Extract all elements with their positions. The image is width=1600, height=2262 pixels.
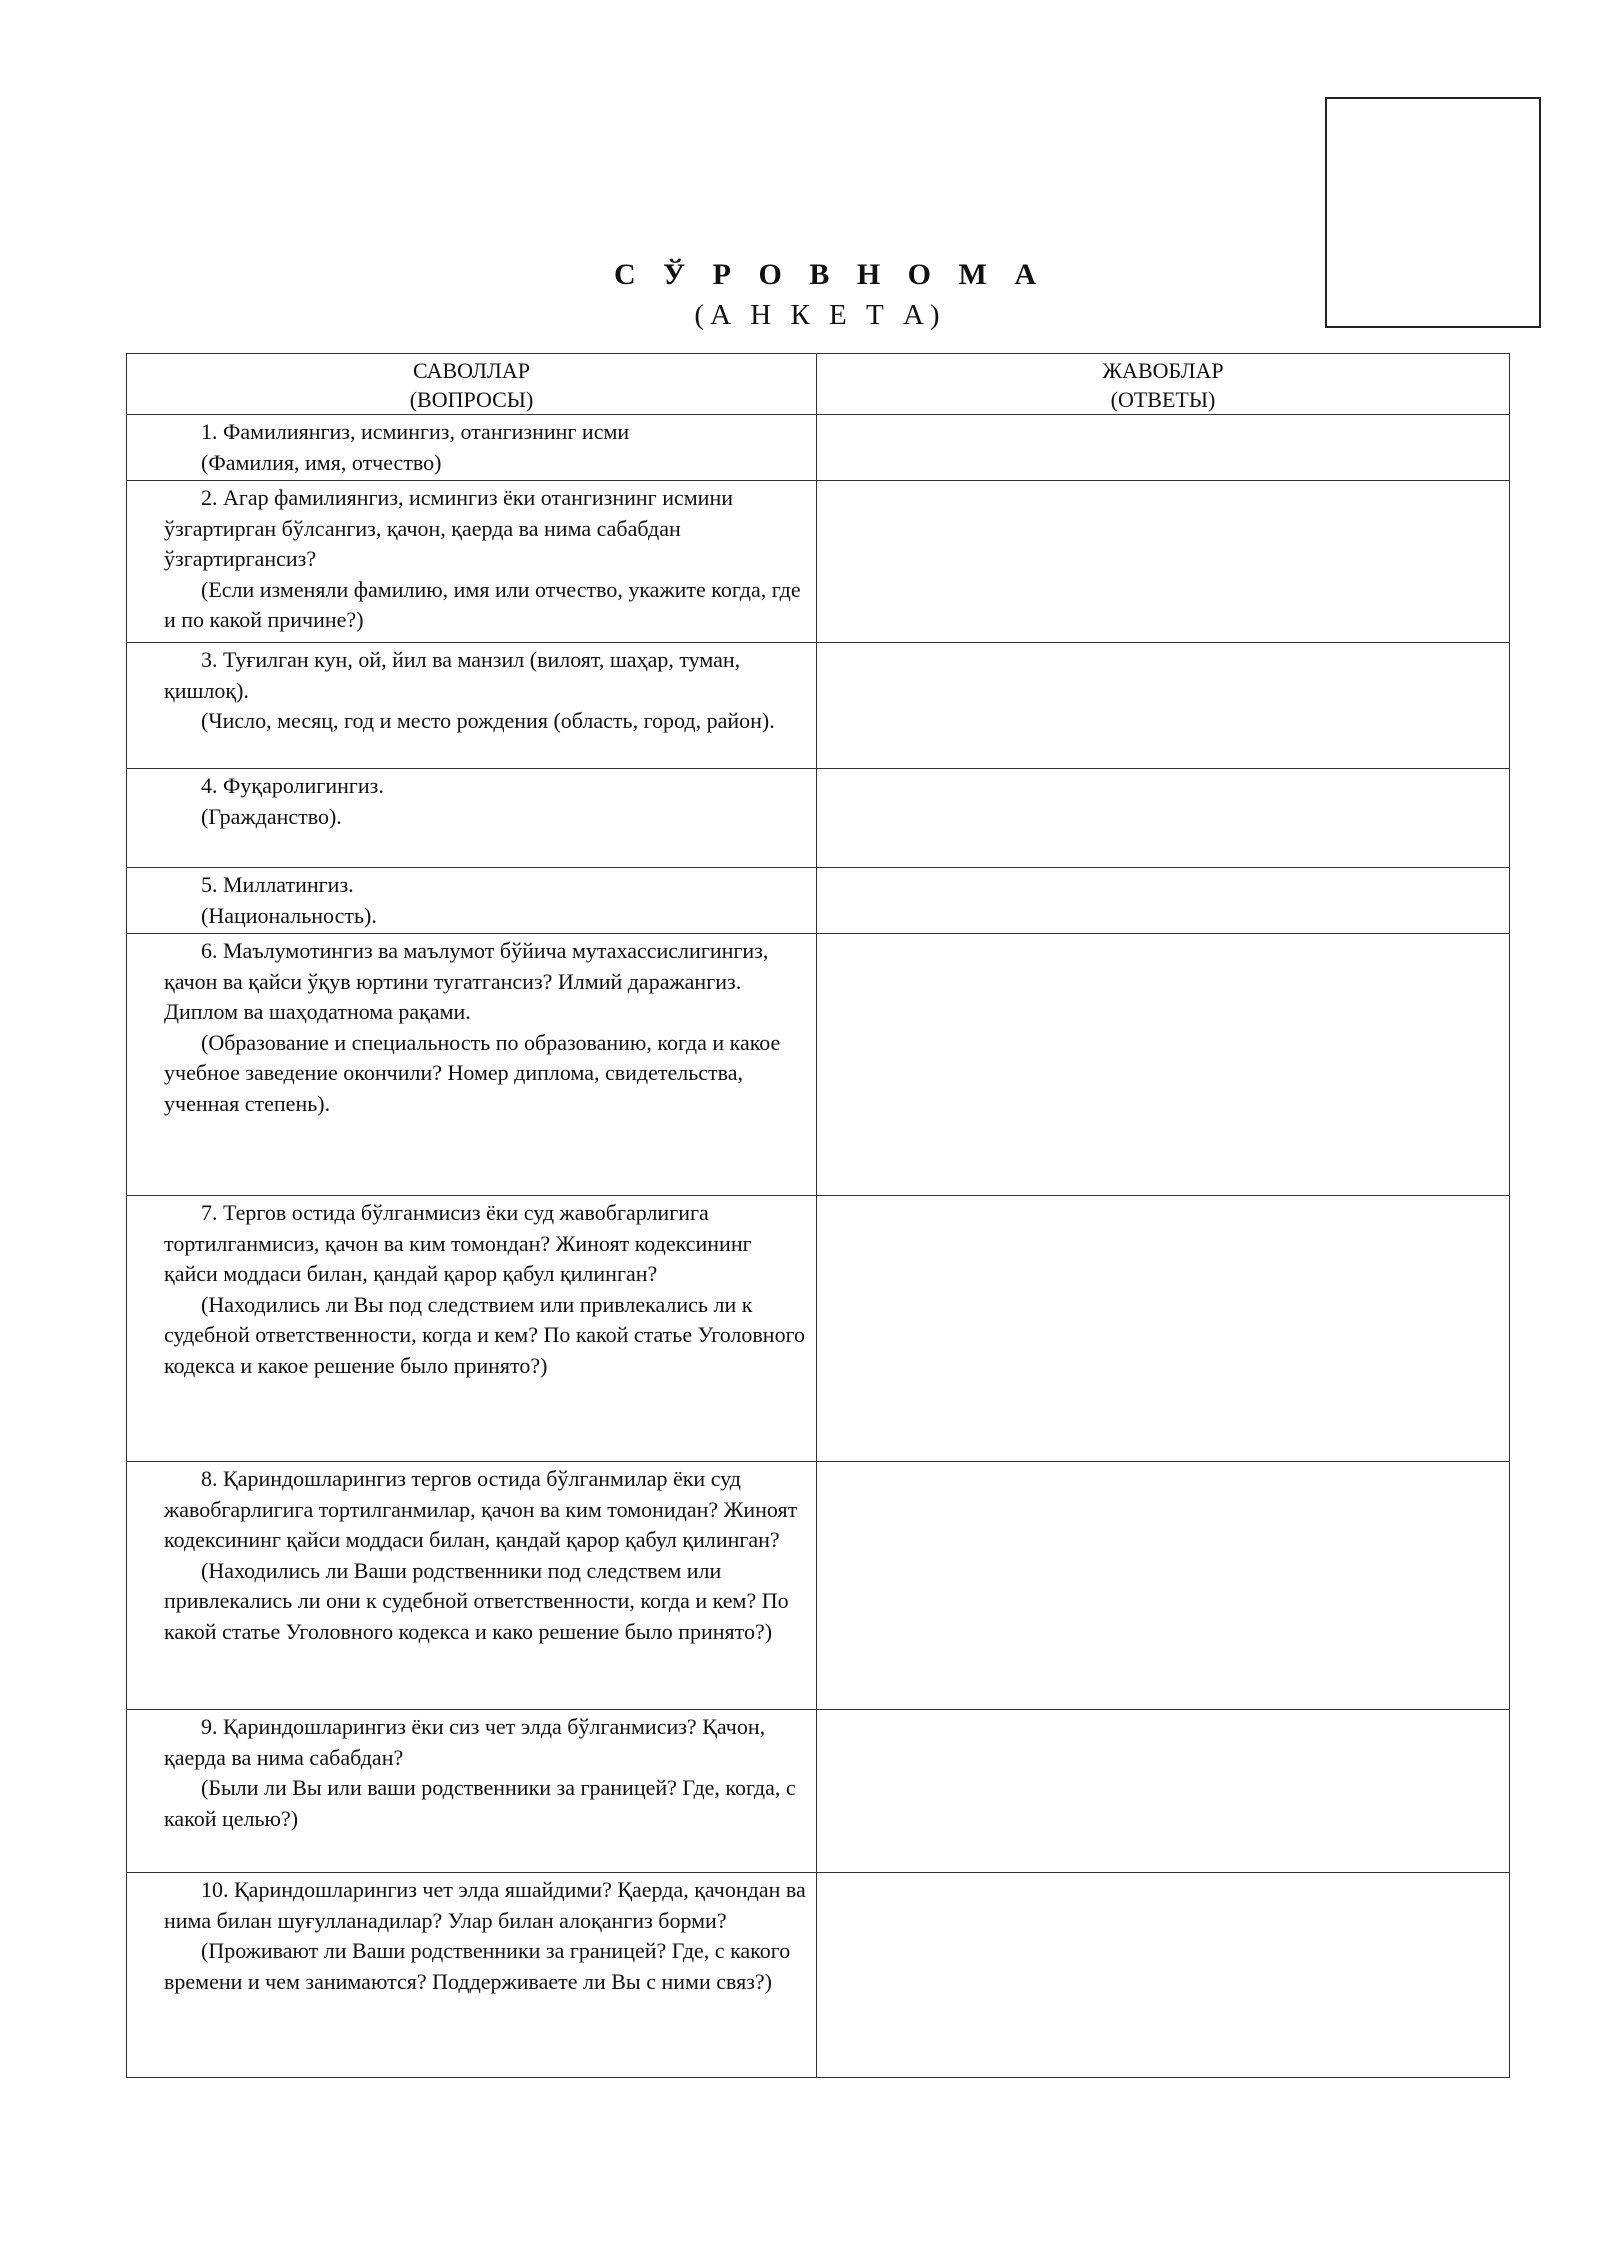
answer-cell[interactable] bbox=[817, 415, 1510, 481]
table-row bbox=[127, 934, 1510, 1196]
question-cell bbox=[127, 481, 817, 643]
document-subtitle: (А Н К Е Т А) bbox=[694, 299, 946, 331]
answer-cell[interactable] bbox=[817, 1196, 1510, 1462]
question-cell bbox=[127, 1873, 817, 2078]
question-cell bbox=[127, 769, 817, 868]
question-text-ru: (Фамилия, имя, отчество) bbox=[201, 449, 442, 475]
question-text-uz: 2. Агар фамилиянгиз, исмингиз ёки отангизнинг исмини ўзгартирган бўлсангиз, қачон, қаерда ва нима сабабдан ўзгартиргансиз? bbox=[164, 485, 733, 571]
answer-cell[interactable] bbox=[817, 481, 1510, 643]
table-row bbox=[127, 1462, 1510, 1710]
question-text-ru: (Образование и специальность по образованию, когда и какое учебное заведение окончили? Номер диплома, свидетельства, ученная степень). bbox=[164, 1029, 781, 1116]
question-text-ru: (Если изменяли фамилию, имя или отчество, укажите когда, где и по какой причине?) bbox=[164, 576, 801, 632]
document-title: С Ў Р О В Н О М А bbox=[613, 258, 1046, 291]
answer-cell[interactable] bbox=[817, 868, 1510, 934]
question-text-uz: 1. Фамилиянгиз, исмингиз, отангизнинг исми bbox=[201, 419, 630, 444]
question-text-uz: 9. Қариндошларингиз ёки сиз чет элда бўлганмисиз? Қачон, қаерда ва нима сабабдан? bbox=[164, 1714, 766, 1770]
table-row bbox=[127, 769, 1510, 868]
table-row bbox=[127, 1196, 1510, 1462]
answers-column-header bbox=[817, 354, 1510, 415]
table-row bbox=[127, 1710, 1510, 1873]
answer-cell[interactable] bbox=[817, 1710, 1510, 1873]
question-cell bbox=[127, 1196, 817, 1462]
table-row bbox=[127, 868, 1510, 934]
question-text-ru: (Гражданство). bbox=[201, 803, 342, 829]
questions-header-uz: САВОЛЛАР bbox=[413, 358, 530, 383]
answers-header-ru: (ОТВЕТЫ) bbox=[1110, 387, 1216, 412]
question-text-ru: (Были ли Вы или ваши родственники за границей? Где, когда, с какой целью?) bbox=[164, 1775, 796, 1831]
table-row bbox=[127, 415, 1510, 481]
answer-cell[interactable] bbox=[817, 643, 1510, 769]
question-text-ru: (Проживают ли Ваши родственники за границей? Где, с какого времени и чем занимаются? Поддерживаете ли Вы с ними связ?) bbox=[164, 1938, 791, 1994]
questionnaire-table bbox=[126, 353, 1510, 2078]
question-cell bbox=[127, 415, 817, 481]
photo-placeholder-box bbox=[1325, 97, 1541, 328]
question-cell bbox=[127, 643, 817, 769]
question-text-ru: (Число, месяц, год и место рождения (область, город, район). bbox=[201, 708, 775, 733]
question-text-ru: (Национальность). bbox=[201, 902, 377, 928]
question-text-ru: (Находились ли Вы под следствием или привлекались ли к судебной ответственности, когда и кем? По какой статье Уголовного кодекса и какое решение было принято?) bbox=[164, 1291, 806, 1378]
question-cell bbox=[127, 934, 817, 1196]
question-text-uz: 3. Туғилган кун, ой, йил ва манзил (вилоят, шаҳар, туман, қишлоқ). bbox=[164, 647, 741, 703]
question-text-uz: 8. Қариндошларингиз тергов остида бўлганмилар ёки суд жавобгарлигига тортилганмилар, қачон ва ким томонидан? Жиноят кодексининг қайси моддаси билан, қандай қарор қабул қилинган? bbox=[164, 1466, 798, 1552]
question-text-uz: 4. Фуқаролигингиз. bbox=[201, 773, 384, 798]
table-row bbox=[127, 481, 1510, 643]
table-row bbox=[127, 1873, 1510, 2078]
answer-cell[interactable] bbox=[817, 769, 1510, 868]
question-text-uz: 6. Маълумотингиз ва маълумот бўйича мутахассислигингиз, қачон ва қайси ўқув юртини тугатгансиз? Илмий даражангиз. Диплом ва шаҳодатнома рақами. bbox=[164, 938, 769, 1024]
question-cell bbox=[127, 868, 817, 934]
table-header-row bbox=[127, 354, 1510, 415]
questions-header-ru: (ВОПРОСЫ) bbox=[409, 387, 534, 412]
question-text-uz: 10. Қариндошларингиз чет элда яшайдими? Қаерда, қачондан ва нима билан шуғулланадилар? Улар билан алоқангиз борми? bbox=[164, 1877, 806, 1933]
question-cell bbox=[127, 1710, 817, 1873]
table-row bbox=[127, 643, 1510, 769]
question-cell bbox=[127, 1462, 817, 1710]
questions-column-header bbox=[127, 354, 817, 415]
question-text-uz: 7. Тергов остида бўлганмисиз ёки суд жавобгарлигига тортилганмисиз, қачон ва ким томондан? Жиноят кодексининг қайси моддаси билан, қандай қарор қабул қилинган? bbox=[164, 1200, 752, 1286]
answer-cell[interactable] bbox=[817, 1873, 1510, 2078]
question-text-ru: (Находились ли Ваши родственники под следствем или привлекались ли они к судебной ответственности, когда и кем? По какой статье Уголовного кодекса и како решение было принято?) bbox=[164, 1557, 789, 1644]
answer-cell[interactable] bbox=[817, 1462, 1510, 1710]
answer-cell[interactable] bbox=[817, 934, 1510, 1196]
question-text-uz: 5. Миллатингиз. bbox=[201, 872, 354, 897]
answers-header-uz: ЖАВОБЛАР bbox=[1102, 358, 1224, 383]
